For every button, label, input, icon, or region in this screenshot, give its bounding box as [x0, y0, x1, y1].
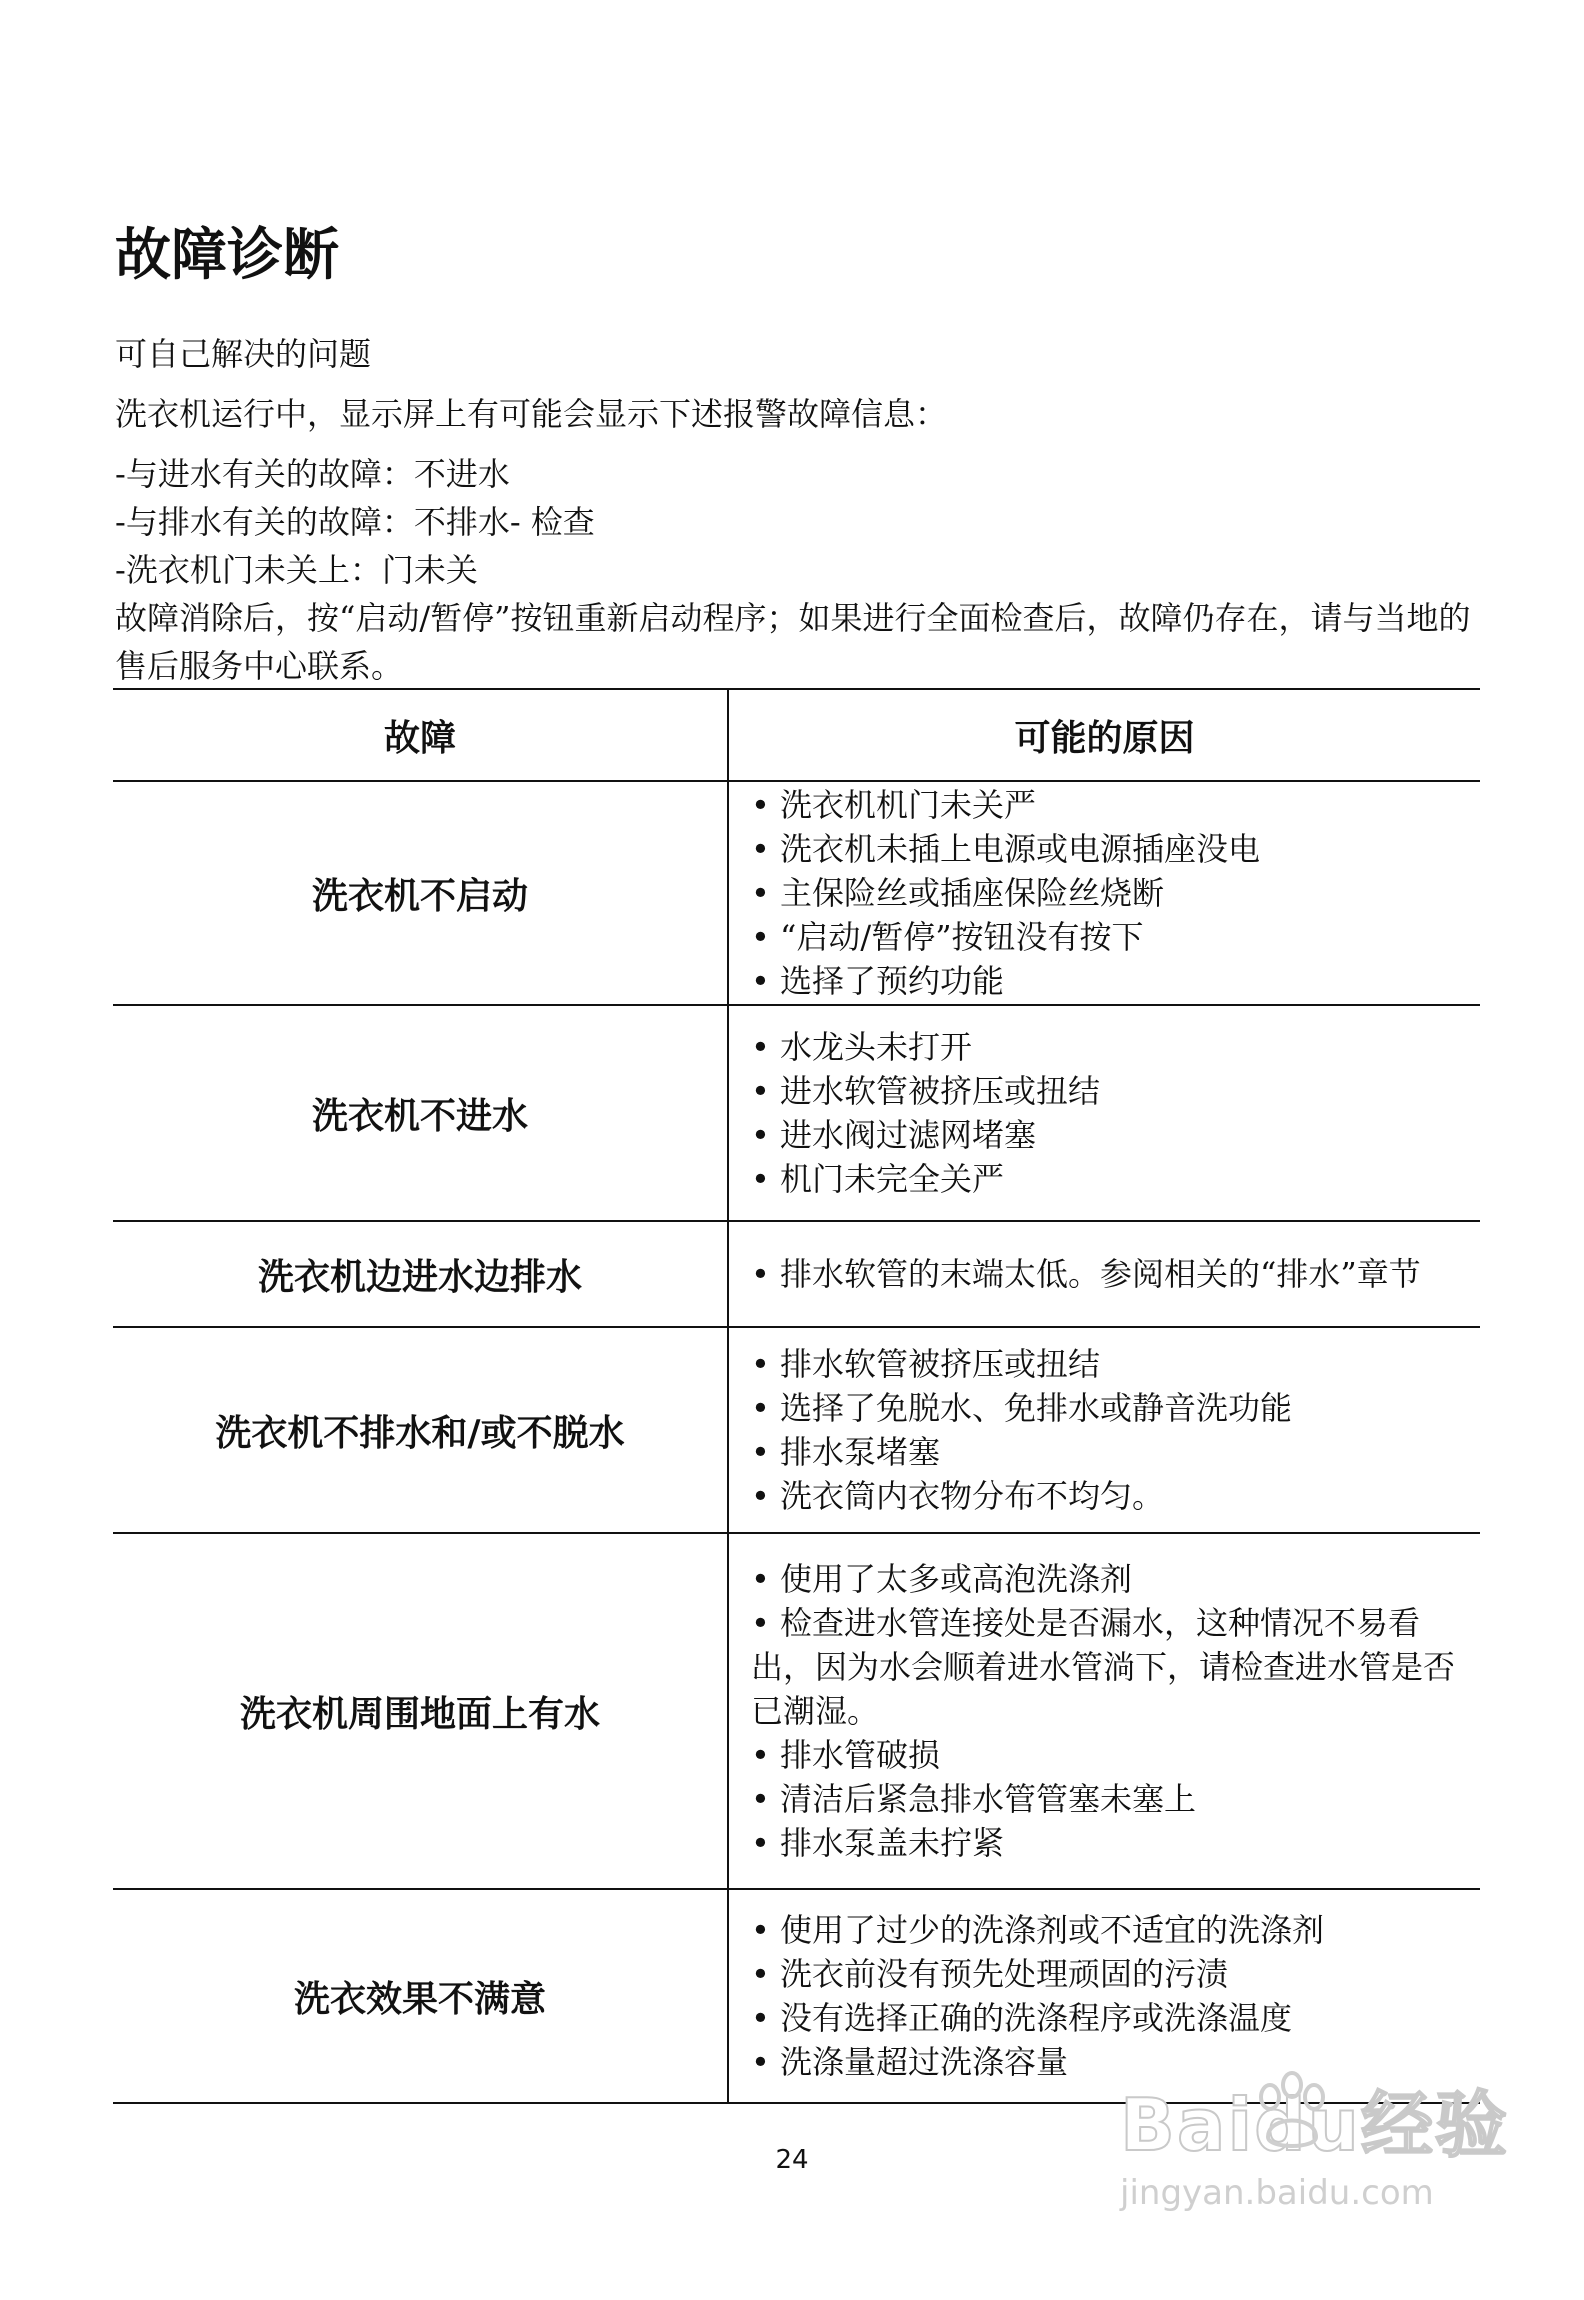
cause-cell — [728, 1005, 1480, 1221]
fault-cell: 洗衣机不启动 — [113, 781, 728, 1005]
cause-item: • 选择了免脱水、免排水或静音洗功能 — [751, 1386, 1460, 1430]
fault-cell: 洗衣机边进水边排水 — [113, 1221, 728, 1327]
cause-item: • 主保险丝或插座保险丝烧断 — [751, 871, 1460, 915]
intro-line: -洗衣机门未关上：门未关 — [115, 551, 478, 589]
cause-item: • 洗衣机机门未关严 — [751, 783, 1460, 827]
table-row — [113, 1533, 1480, 1889]
fault-cell: 洗衣机不进水 — [113, 1005, 728, 1221]
cause-item: • 使用了过少的洗涤剂或不适宜的洗涤剂 — [751, 1908, 1460, 1952]
watermark-url: jingyan.baidu.com — [1120, 2173, 1434, 2213]
cause-item: • 水龙头未打开 — [751, 1025, 1460, 1069]
section-subtitle: 可自己解决的问题 — [115, 335, 372, 373]
cause-item: • 排水软管的末端太低。参阅相关的“排水”章节 — [751, 1252, 1460, 1296]
cause-item: • 排水泵盖未拧紧 — [751, 1821, 1460, 1865]
intro-line: -与排水有关的故障：不排水- 检查 — [115, 503, 595, 541]
cause-item: • “启动/暂停”按钮没有按下 — [751, 915, 1460, 959]
cause-item: • 洗衣前没有预先处理顽固的污渍 — [751, 1952, 1460, 1996]
page-title: 故障诊断 — [115, 223, 339, 288]
cause-item: • 没有选择正确的洗涤程序或洗涤温度 — [751, 1996, 1460, 2040]
cause-item: • 进水阀过滤网堵塞 — [751, 1113, 1460, 1157]
column-header-cause: 可能的原因 — [728, 689, 1480, 781]
paw-icon — [1248, 2067, 1338, 2157]
intro-line: 故障消除后，按“启动/暂停”按钮重新启动程序；如果进行全面检查后，故障仍存在，请与当地的售后服务中心联系。 — [115, 599, 1471, 685]
cause-item: • 检查进水管连接处是否漏水，这种情况不易看出，因为水会顺着进水管淌下，请检查进水管是否已潮湿。 — [751, 1601, 1460, 1733]
page-number: 24 — [775, 2145, 809, 2175]
baidu-watermark — [1120, 2085, 1540, 2265]
table-row — [113, 781, 1480, 1005]
table-header-row — [113, 689, 1480, 781]
cause-item: • 洗衣筒内衣物分布不均匀。 — [751, 1474, 1460, 1518]
cause-cell — [728, 1221, 1480, 1327]
cause-item: • 排水泵堵塞 — [751, 1430, 1460, 1474]
cause-item: • 机门未完全关严 — [751, 1157, 1460, 1201]
cause-item: • 排水管破损 — [751, 1733, 1460, 1777]
cause-item: • 选择了预约功能 — [751, 959, 1460, 1003]
table-row — [113, 1327, 1480, 1533]
intro-line: -与进水有关的故障：不进水 — [115, 455, 510, 493]
cause-item: • 清洁后紧急排水管管塞未塞上 — [751, 1777, 1460, 1821]
fault-table — [113, 688, 1480, 2104]
cause-cell — [728, 1533, 1480, 1889]
cause-item: • 进水软管被挤压或扭结 — [751, 1069, 1460, 1113]
table-row — [113, 1005, 1480, 1221]
cause-cell — [728, 781, 1480, 1005]
cause-item: • 洗涤量超过洗涤容量 — [751, 2040, 1460, 2084]
fault-cell: 洗衣机周围地面上有水 — [113, 1533, 728, 1889]
fault-cell: 洗衣效果不满意 — [113, 1889, 728, 2103]
cause-item: • 使用了太多或高泡洗涤剂 — [751, 1557, 1460, 1601]
watermark-logo-text: Baidu经验 — [1120, 2083, 1509, 2167]
intro-section — [115, 330, 1485, 690]
cause-cell — [728, 1889, 1480, 2103]
fault-cell: 洗衣机不排水和/或不脱水 — [113, 1327, 728, 1533]
column-header-fault: 故障 — [113, 689, 728, 781]
intro-line: 洗衣机运行中，显示屏上有可能会显示下述报警故障信息： — [115, 395, 948, 433]
cause-cell — [728, 1327, 1480, 1533]
cause-item: • 排水软管被挤压或扭结 — [751, 1342, 1460, 1386]
table-row — [113, 1221, 1480, 1327]
cause-item: • 洗衣机未插上电源或电源插座没电 — [751, 827, 1460, 871]
